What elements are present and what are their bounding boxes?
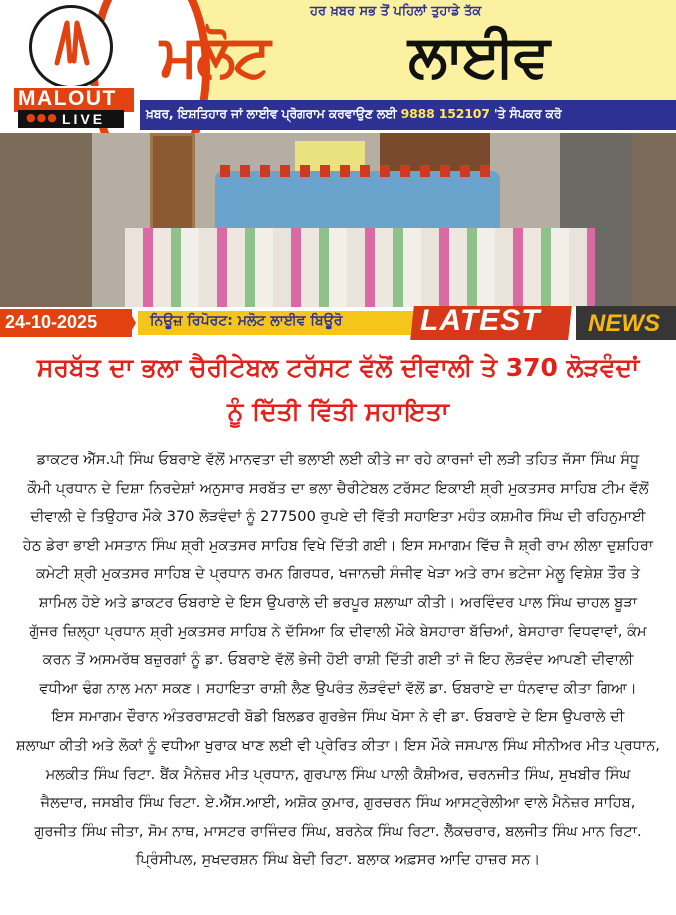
live-dots-icon: ●●● [26,111,58,124]
news-photo [0,133,676,308]
body-line: ਗੁਰਜੀਤ ਸਿੰਘ ਜੀਤਾ, ਸੋਮ ਨਾਥ, ਮਾਸਟਰ ਰਾਜਿੰਦਰ ਸਿੰਘ, ਬਰਨੇਕ ਸਿੰਘ ਰਿਟਾ. ਲੈੱਕਚਰਾਰ, ਬਲਜੀਤ ਸਿੰਘ ਮਾਨ ਰਿਟਾ. [34,822,642,840]
contact-prefix: ਖ਼ਬਰ, ਇਸ਼ਤਿਹਾਰ ਜਾਂ ਲਾਈਵ ਪ੍ਰੋਗਰਾਮ ਕਰਵਾਉਣ ਲਈ [146,106,401,121]
photo-seated-beneficiaries [125,228,595,308]
brand-name-live: ਲਾਈਵ [408,22,548,90]
article-headline [0,346,676,434]
body-line: ਸ਼ਲਾਘਾ ਕੀਤੀ ਅਤੇ ਲੋਕਾਂ ਨੂੰ ਵਧੀਆ ਖੁਰਾਕ ਖਾਣ ਲਈ ਵੀ ਪ੍ਰੇਰਿਤ ਕੀਤਾ। ਇਸ ਮੌਕੇ ਜਸਪਾਲ ਸਿੰਘ ਸੀਨੀਅਰ ਮੀਤ ਪ੍ਰਧਾਨ, [16,736,660,754]
body-line: ਜੈਲਦਾਰ, ਜਸਬੀਰ ਸਿੰਘ ਰਿਟਾ. ਏ.ਐੱਸ.ਆਈ, ਅਸ਼ੋਕ ਕੁਮਾਰ, ਗੁਰਚਰਨ ਸਿੰਘ ਆਸਟ੍ਰੇਲੀਆ ਵਾਲੇ ਮੈਨੇਜ਼ਰ ਸਾਹਿਬ, [40,794,636,812]
body-line: ਡਾਕਟਰ ਐੱਸ.ਪੀ ਸਿੰਘ ਓਬਰਾਏ ਵੱਲੋਂ ਮਾਨਵਤਾ ਦੀ ਭਲਾਈ ਲਈ ਕੀਤੇ ਜਾ ਰਹੇ ਕਾਰਜਾਂ ਦੀ ਲੜੀ ਤਹਿਤ ਜੱਸਾ ਸਿੰਘ ਸੰਧੂ [36,451,640,468]
contact-text [146,106,561,122]
body-line: ਸ਼ਾਮਿਲ ਹੋਏ ਅਤੇ ਡਾਕਟਰ ਓਬਰਾਏ ਦੇ ਇਸ ਉਪਰਾਲੇ ਦੀ ਭਰਪੂਰ ਸ਼ਲਾਘਾ ਕੀਤੀ। ਅਰਵਿੰਦਰ ਪਾਲ ਸਿੰਘ ਚਾਹਲ ਬੂੜਾ [38,593,638,611]
photo-standing-volunteers [215,171,500,231]
malout-m-logo-icon [53,17,91,67]
body-line: ਇਸ ਸਮਾਗਮ ਦੌਰਾਨ ਅੰਤਰਰਾਸ਼ਟਰੀ ਬੋਡੀ ਬਿਲਡਰ ਗੁਰਭੇਜ ਸਿੰਘ ਖੋਸਾ ਨੇ ਵੀ ਡਾ. ਓਬਰਾਏ ਦੇ ਇਸ ਉਪਰਾਲੇ ਦੀ [51,708,625,726]
headline-line: ਨੂੰ ਦਿੱਤੀ ਵਿੱਤੀ ਸਹਾਇਤਾ [227,397,449,426]
masthead [0,0,676,133]
date-label: 24-10-2025 [5,312,98,332]
photo-window [150,133,195,243]
brand-name-malout: ਮਲੋਟ [160,22,269,90]
headline-line: ਸਰਬੱਤ ਦਾ ਭਲਾ ਚੈਰੀਟੇਬਲ ਟਰੱਸਟ ਵੱਲੋਂ ਦੀਵਾਲੀ ਤੇ 370 ਲੋੜਵੰਦਾਂ [36,353,640,382]
body-line: ਕਮੇਟੀ ਸ਼੍ਰੀ ਮੁਕਤਸਰ ਸਾਹਿਬ ਦੇ ਪ੍ਰਧਾਨ ਰਮਨ ਗਿਰਧਰ, ਖਜਾਨਚੀ ਸੰਜੀਵ ਖੇੜਾ ਅਤੇ ਰਾਮ ਭਟੇਜਾ ਮੇਲੂ ਵਿਸ਼ੇਸ਼ ਤੌਰ ਤੇ [35,565,641,583]
body-line: ਪ੍ਰਿੰਸੀਪਲ, ਸੁਖਦਰਸ਼ਨ ਸਿੰਘ ਬੇਦੀ ਰਿਟਾ. ਬਲਾਕ ਅਫ਼ਸਰ ਆਦਿ ਹਾਜ਼ਰ ਸਨ। [135,851,541,869]
body-line: ਹੇਠ ਡੇਰਾ ਭਾਈ ਮਸਤਾਨ ਸਿੰਘ ਸ਼੍ਰੀ ਮੁਕਤਸਰ ਸਾਹਿਬ ਵਿਖੇ ਦਿੱਤੀ ਗਈ। ਇਸ ਸਮਾਗਮ ਵਿੱਚ ਜੈ ਸ਼੍ਰੀ ਰਾਮ ਲੀਲਾ ਦੁਸ਼ਹਿਰਾ [22,536,654,554]
body-line: ਕਰਨ ਤੋਂ ਅਸਮਰੱਥ ਬਜ਼ੁਰਗਾਂ ਨੂੰ ਡਾ. ਓਬਰਾਏ ਵੱਲੋਂ ਭੇਜੀ ਹੋਈ ਰਾਸ਼ੀ ਦਿੱਤੀ ਗਈ ਤਾਂ ਜੋ ਇਹ ਲੋੜਵੰਦ ਆਪਣੀ ਦੀਵਾਲੀ [42,651,634,669]
news-label: NEWS [588,310,660,337]
latest-label: LATEST [420,304,541,337]
article-body [6,446,670,875]
logo-live-label: LIVE [62,111,106,127]
photo-turbans [220,165,500,177]
reporter-label: ਨਿਊਜ਼ ਰਿਪੋਰਟ: ਮਲੋਟ ਲਾਈਵ ਬਿਊਰੋ [150,313,343,329]
body-line: ਦੀਵਾਲੀ ਦੇ ਤਿਉਹਾਰ ਮੌਕੇ 370 ਲੋੜਵੰਦਾਂ ਨੂੰ 277500 ਰੁਪਏ ਦੀ ਵਿੱਤੀ ਸਹਾਇਤਾ ਮਹੰਤ ਕਸ਼ਮੀਰ ਸਿੰਘ ਦੀ ਰਹਿਨੁਮਾਈ [30,508,646,526]
contact-phone: 9888 152107 [400,106,490,121]
body-line: ਗੁੱਜਰ ਜ਼ਿਲ੍ਹਾ ਪ੍ਰਧਾਨ ਸ਼੍ਰੀ ਮੁਕਤਸਰ ਸਾਹਿਬ ਨੇ ਦੱਸਿਆ ਕਿ ਦੀਵਾਲੀ ਮੌਕੇ ਬੇਸਹਾਰਾ ਬੱਚਿਆਂ, ਬੇਸਹਾਰਾ ਵਿਧਵਾਵਾਂ, ਕੰਮ [29,622,647,640]
date-arrow-icon [128,309,136,337]
tagline: ਹਰ ਖ਼ਬਰ ਸਭ ਤੋਂ ਪਹਿਲਾਂ ਤੁਹਾਡੇ ਤੱਕ [310,4,482,19]
body-line: ਵਧੀਆ ਢੰਗ ਨਾਲ ਮਨਾ ਸਕਣ। ਸਹਾਇਤਾ ਰਾਸ਼ੀ ਲੈਣ ਉਪਰੰਤ ਲੋੜਵੰਦਾਂ ਵੱਲੋਂ ਡਾ. ਓਬਰਾਏ ਦਾ ਧੰਨਵਾਦ ਕੀਤਾ ਗਿਆ। [39,679,637,697]
logo-badge-label: MALOUT [18,87,117,110]
body-line: ਮਲਕੀਤ ਸਿੰਘ ਰਿਟਾ. ਬੈਂਕ ਮੈਨੇਜ਼ਰ ਮੀਤ ਪ੍ਰਧਾਨ, ਗੁਰਪਾਲ ਸਿੰਘ ਪਾਲੀ ਕੈਸ਼ੀਅਰ, ਚਰਨਜੀਤ ਸਿੰਘ, ਸੁਖਬੀਰ ਸਿੰਘ [45,765,631,783]
body-line: ਕੌਮੀ ਪ੍ਰਧਾਨ ਦੇ ਦਿਸ਼ਾ ਨਿਰਦੇਸ਼ਾਂ ਅਨੁਸਾਰ ਸਰਬੱਤ ਦਾ ਭਲਾ ਚੈਰੀਟੇਬਲ ਟਰੱਸਟ ਇਕਾਈ ਸ਼੍ਰੀ ਮੁਕਤਸਰ ਸਾਹਿਬ ਟੀਮ ਵੱਲੋਂ [27,479,649,497]
contact-suffix: 'ਤੇ ਸੰਪਕਰ ਕਰੋ [489,106,562,121]
